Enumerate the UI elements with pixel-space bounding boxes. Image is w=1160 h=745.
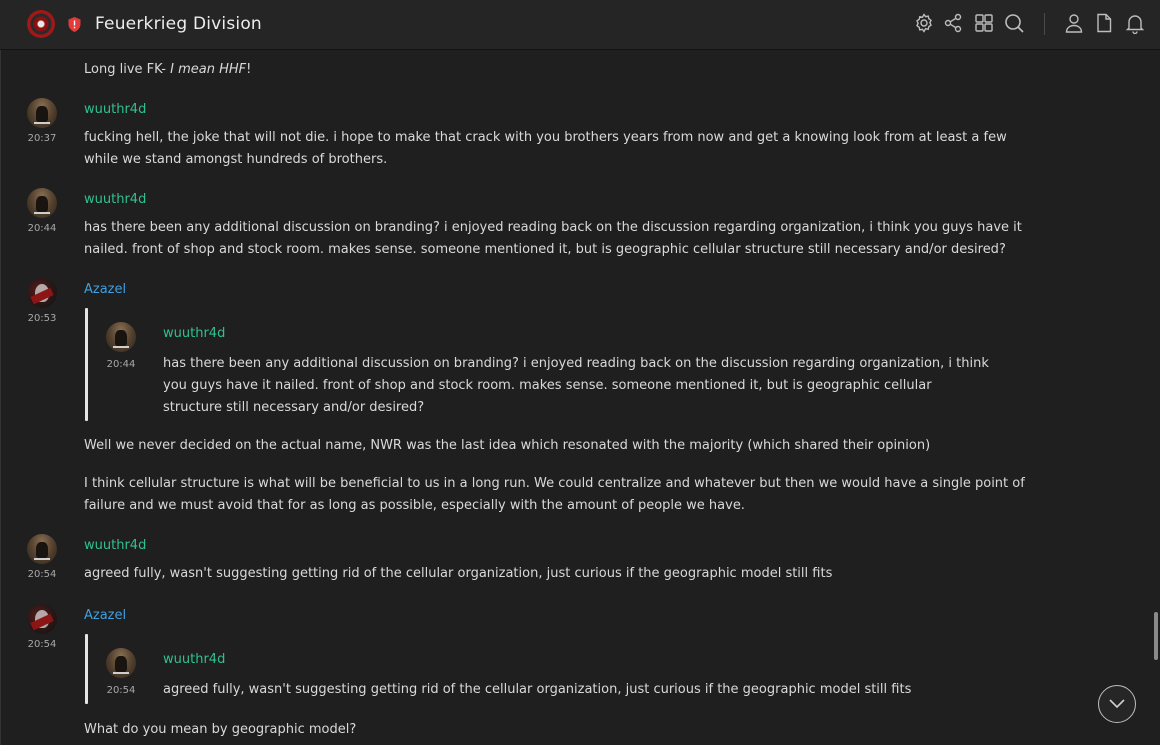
sender-name[interactable]: wuuthr4d <box>84 102 147 117</box>
header-divider <box>1044 13 1045 35</box>
message-body <box>84 217 1022 261</box>
message-line: you guys have it nailed. front of shop and stock room. makes sense. someone mentioned it, but is geographic cellular <box>163 378 932 393</box>
sender-name[interactable]: wuuthr4d <box>84 192 147 207</box>
message-line: nailed. front of shop and stock room. makes sense. someone mentioned it, but is geographic cellular structure still necessary and/or desired? <box>84 242 1006 257</box>
timeline-scrollbar[interactable] <box>1154 612 1158 660</box>
files-icon[interactable] <box>1093 12 1115 34</box>
timestamp: 20:37 <box>27 133 57 144</box>
quoted-timestamp: 20:54 <box>106 685 136 696</box>
quoted-avatar[interactable] <box>106 648 136 678</box>
message-body <box>84 59 251 81</box>
message-line: has there been any additional discussion on branding? i enjoyed reading back on the discussion regarding organization, i think you guys have it <box>84 220 1022 235</box>
timestamp: 20:54 <box>27 639 57 650</box>
reply-quote-bar <box>85 308 88 421</box>
message-text: Long live FK- <box>84 62 171 77</box>
settings-icon[interactable] <box>913 12 935 34</box>
message-line: I think cellular structure is what will be beneficial to us in a long run. We could centralize and whatever but then we would have a single point of <box>84 476 1025 491</box>
quoted-sender-name[interactable]: wuuthr4d <box>163 652 226 667</box>
avatar[interactable] <box>27 188 57 218</box>
quoted-message-body[interactable] <box>163 353 989 419</box>
reply-quote-bar <box>85 634 88 704</box>
chevron-down-icon <box>1108 697 1126 711</box>
message-body: Well we never decided on the actual name, NWR was the last idea which resonated with the majority (which shared their opinion) <box>84 438 931 453</box>
message-line: while we stand amongst hundreds of brothers. <box>84 152 388 167</box>
timestamp: 20:54 <box>27 569 57 580</box>
share-icon[interactable] <box>942 12 964 34</box>
message-text-suffix: ! <box>246 62 252 77</box>
message-body: What do you mean by geographic model? <box>84 722 357 737</box>
message-line: fucking hell, the joke that will not die. i hope to make that crack with you brothers years from now and get a knowing look from at least a few <box>84 130 1007 145</box>
room-title[interactable]: Feuerkrieg Division <box>95 14 262 34</box>
message-italic-text: I mean HHF <box>170 62 247 77</box>
message-line: structure still necessary and/or desired? <box>163 400 425 415</box>
jump-to-latest-button[interactable] <box>1098 685 1136 723</box>
quoted-timestamp: 20:44 <box>106 359 136 370</box>
sender-name[interactable]: Azazel <box>84 282 127 297</box>
message-body: agreed fully, wasn't suggesting getting rid of the cellular organization, just curious if the geographic model still fits <box>84 566 833 581</box>
avatar[interactable] <box>27 534 57 564</box>
avatar[interactable] <box>27 604 57 634</box>
notifications-icon[interactable] <box>1124 12 1146 34</box>
room-header <box>0 0 1160 50</box>
shield-icon <box>67 16 82 33</box>
room-avatar[interactable] <box>27 10 55 38</box>
search-icon[interactable] <box>1003 12 1025 34</box>
message-line: has there been any additional discussion on branding? i enjoyed reading back on the discussion regarding organization, i think <box>163 356 989 371</box>
message-body <box>84 127 1007 171</box>
sender-name[interactable]: wuuthr4d <box>84 538 147 553</box>
sender-name[interactable]: Azazel <box>84 608 127 623</box>
member-icon[interactable] <box>1063 12 1085 34</box>
left-edge <box>0 50 1 745</box>
quoted-sender-name[interactable]: wuuthr4d <box>163 326 226 341</box>
avatar[interactable] <box>27 278 57 308</box>
widgets-icon[interactable] <box>973 12 995 34</box>
message-body <box>84 473 1025 517</box>
quoted-avatar[interactable] <box>106 322 136 352</box>
avatar[interactable] <box>27 98 57 128</box>
message-line: failure and we must avoid that for as long as possible, especially with the amount of people we have. <box>84 498 745 513</box>
quoted-message-body[interactable]: agreed fully, wasn't suggesting getting rid of the cellular organization, just curious if the geographic model still fits <box>163 682 912 697</box>
timestamp: 20:53 <box>27 313 57 324</box>
timestamp: 20:44 <box>27 223 57 234</box>
